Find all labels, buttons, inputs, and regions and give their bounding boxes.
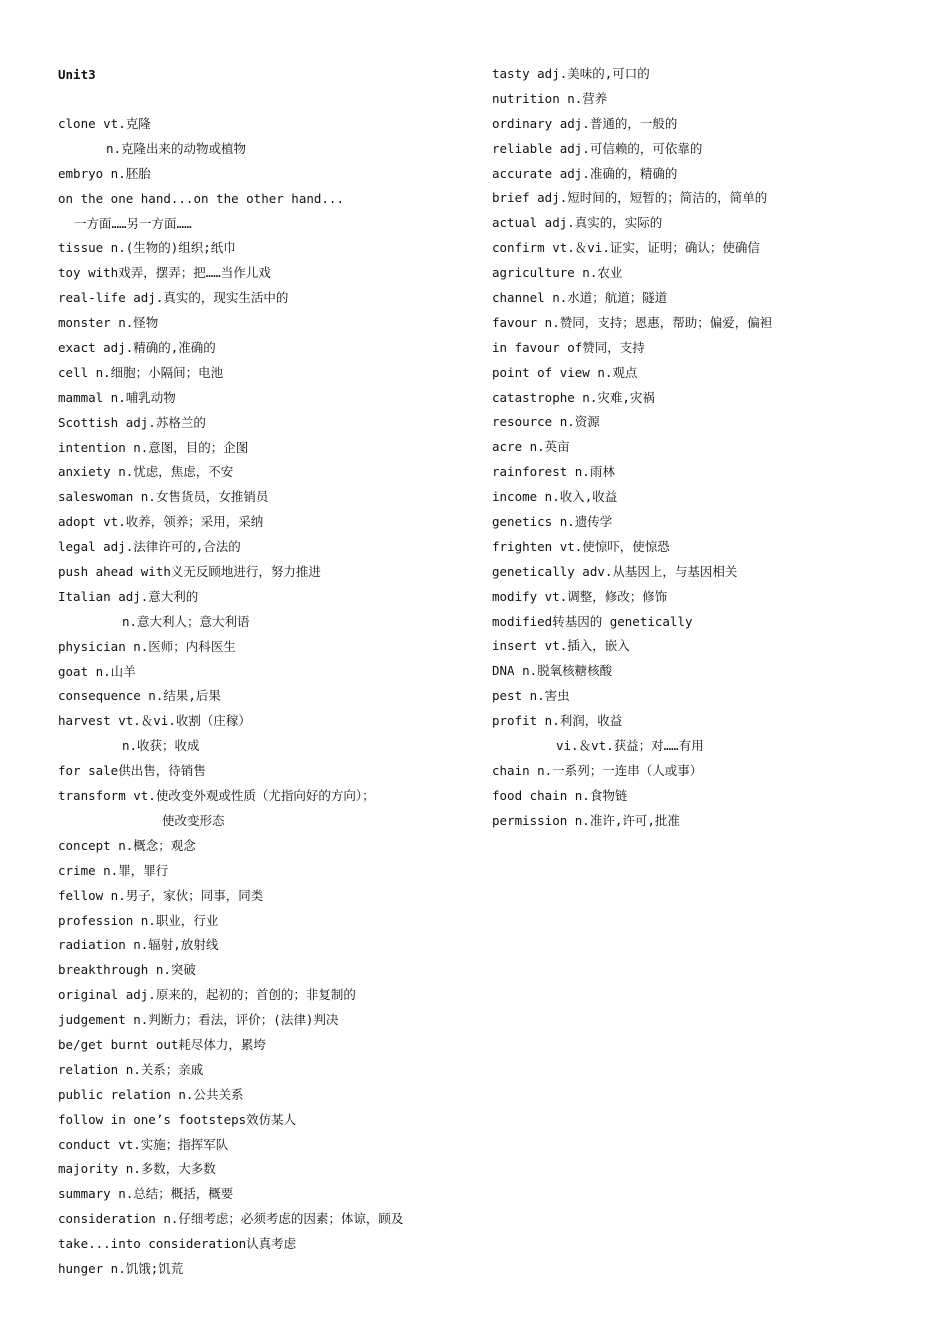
- vocab-entry: DNA n.脱氧核糖核酸: [492, 663, 613, 679]
- vocab-entry: intention n.意图，目的；企图: [58, 439, 249, 455]
- vocab-entry: nutrition n.营养: [492, 90, 608, 106]
- vocab-entry: Italian adj.意大利的: [58, 588, 199, 604]
- vocab-entry: modify vt.调整，修改；修饰: [492, 588, 668, 604]
- vocab-entry: clone vt.克隆: [58, 116, 151, 131]
- vocab-entry: mammal n.哺乳动物: [58, 389, 176, 405]
- vocab-entry: judgement n.判断力；看法，评价；(法律)判决: [58, 1012, 339, 1028]
- vocab-entry: Scottish adj.苏格兰的: [58, 414, 206, 430]
- vocab-entry: harvest vt.＆vi.收割（庄稼）: [58, 713, 251, 729]
- vocab-entry: for sale供出售，待销售: [58, 763, 206, 779]
- vocab-entry: ordinary adj.普通的，一般的: [492, 115, 678, 131]
- vocab-entry: pest n.害虫: [492, 688, 570, 704]
- vocab-entry: acre n.英亩: [492, 439, 570, 455]
- vocab-entry: confirm vt.＆vi.证实，证明；确认；使确信: [492, 240, 760, 256]
- vocab-entry: profit n.利润，收益: [492, 713, 623, 729]
- vocab-entry: anxiety n.忧虑，焦虑，不安: [58, 464, 234, 480]
- vocab-entry: food chain n.食物链: [492, 787, 628, 803]
- vocab-entry: n.收获；收成: [122, 738, 200, 754]
- vocab-entry: 使改变形态: [162, 812, 225, 828]
- vocab-entry: channel n.水道；航道；隧道: [492, 290, 668, 306]
- vocab-entry: follow in one’s footsteps效仿某人: [58, 1111, 297, 1127]
- vocab-entry: permission n.准许,许可,批准: [492, 812, 680, 828]
- vocab-entry: on the one hand...on the other hand...: [58, 190, 344, 206]
- vocab-entry: n.克隆出来的动物或植物: [106, 140, 247, 156]
- vocab-entry: take...into consideration认真考虑: [58, 1236, 297, 1252]
- vocab-entry: push ahead with义无反顾地进行，努力推进: [58, 564, 321, 580]
- vocab-entry: crime n.罪，罪行: [58, 862, 169, 878]
- vocab-entry: saleswoman n.女售货员，女推销员: [58, 489, 269, 505]
- vocab-entry: relation n.关系；亲戚: [58, 1061, 204, 1077]
- vocab-entry: income n.收入,收益: [492, 489, 618, 505]
- left-column: [58, 62, 458, 1282]
- vocab-entry: rainforest n.雨林: [492, 464, 615, 480]
- vocab-entry: genetics n.遗传学: [492, 514, 613, 530]
- vocab-entry: genetically adv.从基因上，与基因相关: [492, 563, 738, 579]
- vocab-entry: chain n.一系列；一连串（人或事）: [492, 762, 703, 778]
- vocab-entry: transform vt.使改变外观或性质（尤指向好的方向）；: [58, 788, 375, 804]
- vocab-entry: favour n.赞同，支持；恩惠，帮助；偏爱，偏袒: [492, 314, 773, 330]
- vocab-entry: in favour of赞同，支持: [492, 339, 645, 355]
- vocab-entry: fellow n.男子，家伙；同事，同类: [58, 887, 264, 903]
- vocab-entry: point of view n.观点: [492, 364, 638, 380]
- vocab-entry: tissue n.(生物的)组织;纸巾: [58, 240, 236, 256]
- vocab-entry: original adj.原来的，起初的；首创的；非复制的: [58, 987, 356, 1003]
- vocab-entry: 一方面……另一方面……: [74, 215, 192, 231]
- vocab-entry: insert vt.插入，嵌入: [492, 638, 630, 654]
- vocab-entry: goat n.山羊: [58, 663, 136, 679]
- vocab-entry: catastrophe n.灾难,灾祸: [492, 389, 655, 405]
- vocab-entry: public relation n.公共关系: [58, 1086, 244, 1102]
- vocab-entry: reliable adj.可信赖的，可依靠的: [492, 140, 703, 156]
- vocab-entry: brief adj.短时间的，短暂的；简洁的，简单的: [492, 190, 768, 206]
- vocab-entry: consideration n.仔细考虑；必须考虑的因素；体谅，顾及: [58, 1211, 404, 1227]
- vocab-entry: profession n.职业，行业: [58, 912, 219, 928]
- right-entries: [492, 62, 912, 834]
- vocab-entry: radiation n.辐射,放射线: [58, 937, 219, 953]
- vocab-entry: tasty adj.美味的,可口的: [492, 66, 650, 81]
- vocab-entry: vi.＆vt.获益；对……有用: [556, 738, 704, 754]
- vocab-entry: exact adj.精确的,准确的: [58, 340, 216, 356]
- vocab-entry: be/get burnt out耗尽体力，累垮: [58, 1036, 266, 1052]
- vocab-entry: majority n.多数，大多数: [58, 1161, 216, 1177]
- vocab-entry: real-life adj.真实的，现实生活中的: [58, 290, 289, 306]
- vocab-entry: legal adj.法律许可的,合法的: [58, 539, 241, 555]
- vocab-entry: physician n.医师；内科医生: [58, 638, 236, 654]
- vocab-entry: frighten vt.使惊吓，使惊恐: [492, 538, 670, 554]
- vocab-entry: accurate adj.准确的，精确的: [492, 165, 678, 181]
- vocab-entry: breakthrough n.突破: [58, 962, 196, 978]
- left-entries: [58, 112, 458, 1282]
- right-column: [492, 62, 912, 834]
- vocab-entry: agriculture n.农业: [492, 265, 623, 281]
- unit-title: Unit3: [58, 67, 96, 82]
- vocab-entry: summary n.总结；概括，概要: [58, 1186, 234, 1202]
- vocab-entry: embryo n.胚胎: [58, 165, 151, 181]
- vocab-entry: resource n.资源: [492, 414, 600, 430]
- vocab-entry: concept n.概念；观念: [58, 837, 196, 853]
- vocab-entry: actual adj.真实的，实际的: [492, 215, 663, 231]
- vocab-entry: adopt vt.收养，领养；采用，采纳: [58, 514, 264, 530]
- vocab-entry: toy with戏弄，摆弄；把……当作儿戏: [58, 265, 271, 281]
- vocab-entry: monster n.怪物: [58, 315, 159, 331]
- vocab-entry: consequence n.结果,后果: [58, 688, 221, 704]
- vocab-entry: n.意大利人；意大利语: [122, 613, 250, 629]
- vocab-entry: modified转基因的 genetically: [492, 613, 693, 629]
- vocab-entry: conduct vt.实施；指挥军队: [58, 1136, 229, 1152]
- vocab-entry: cell n.细胞；小隔间；电池: [58, 364, 224, 380]
- vocab-entry: hunger n.饥饿;饥荒: [58, 1260, 184, 1276]
